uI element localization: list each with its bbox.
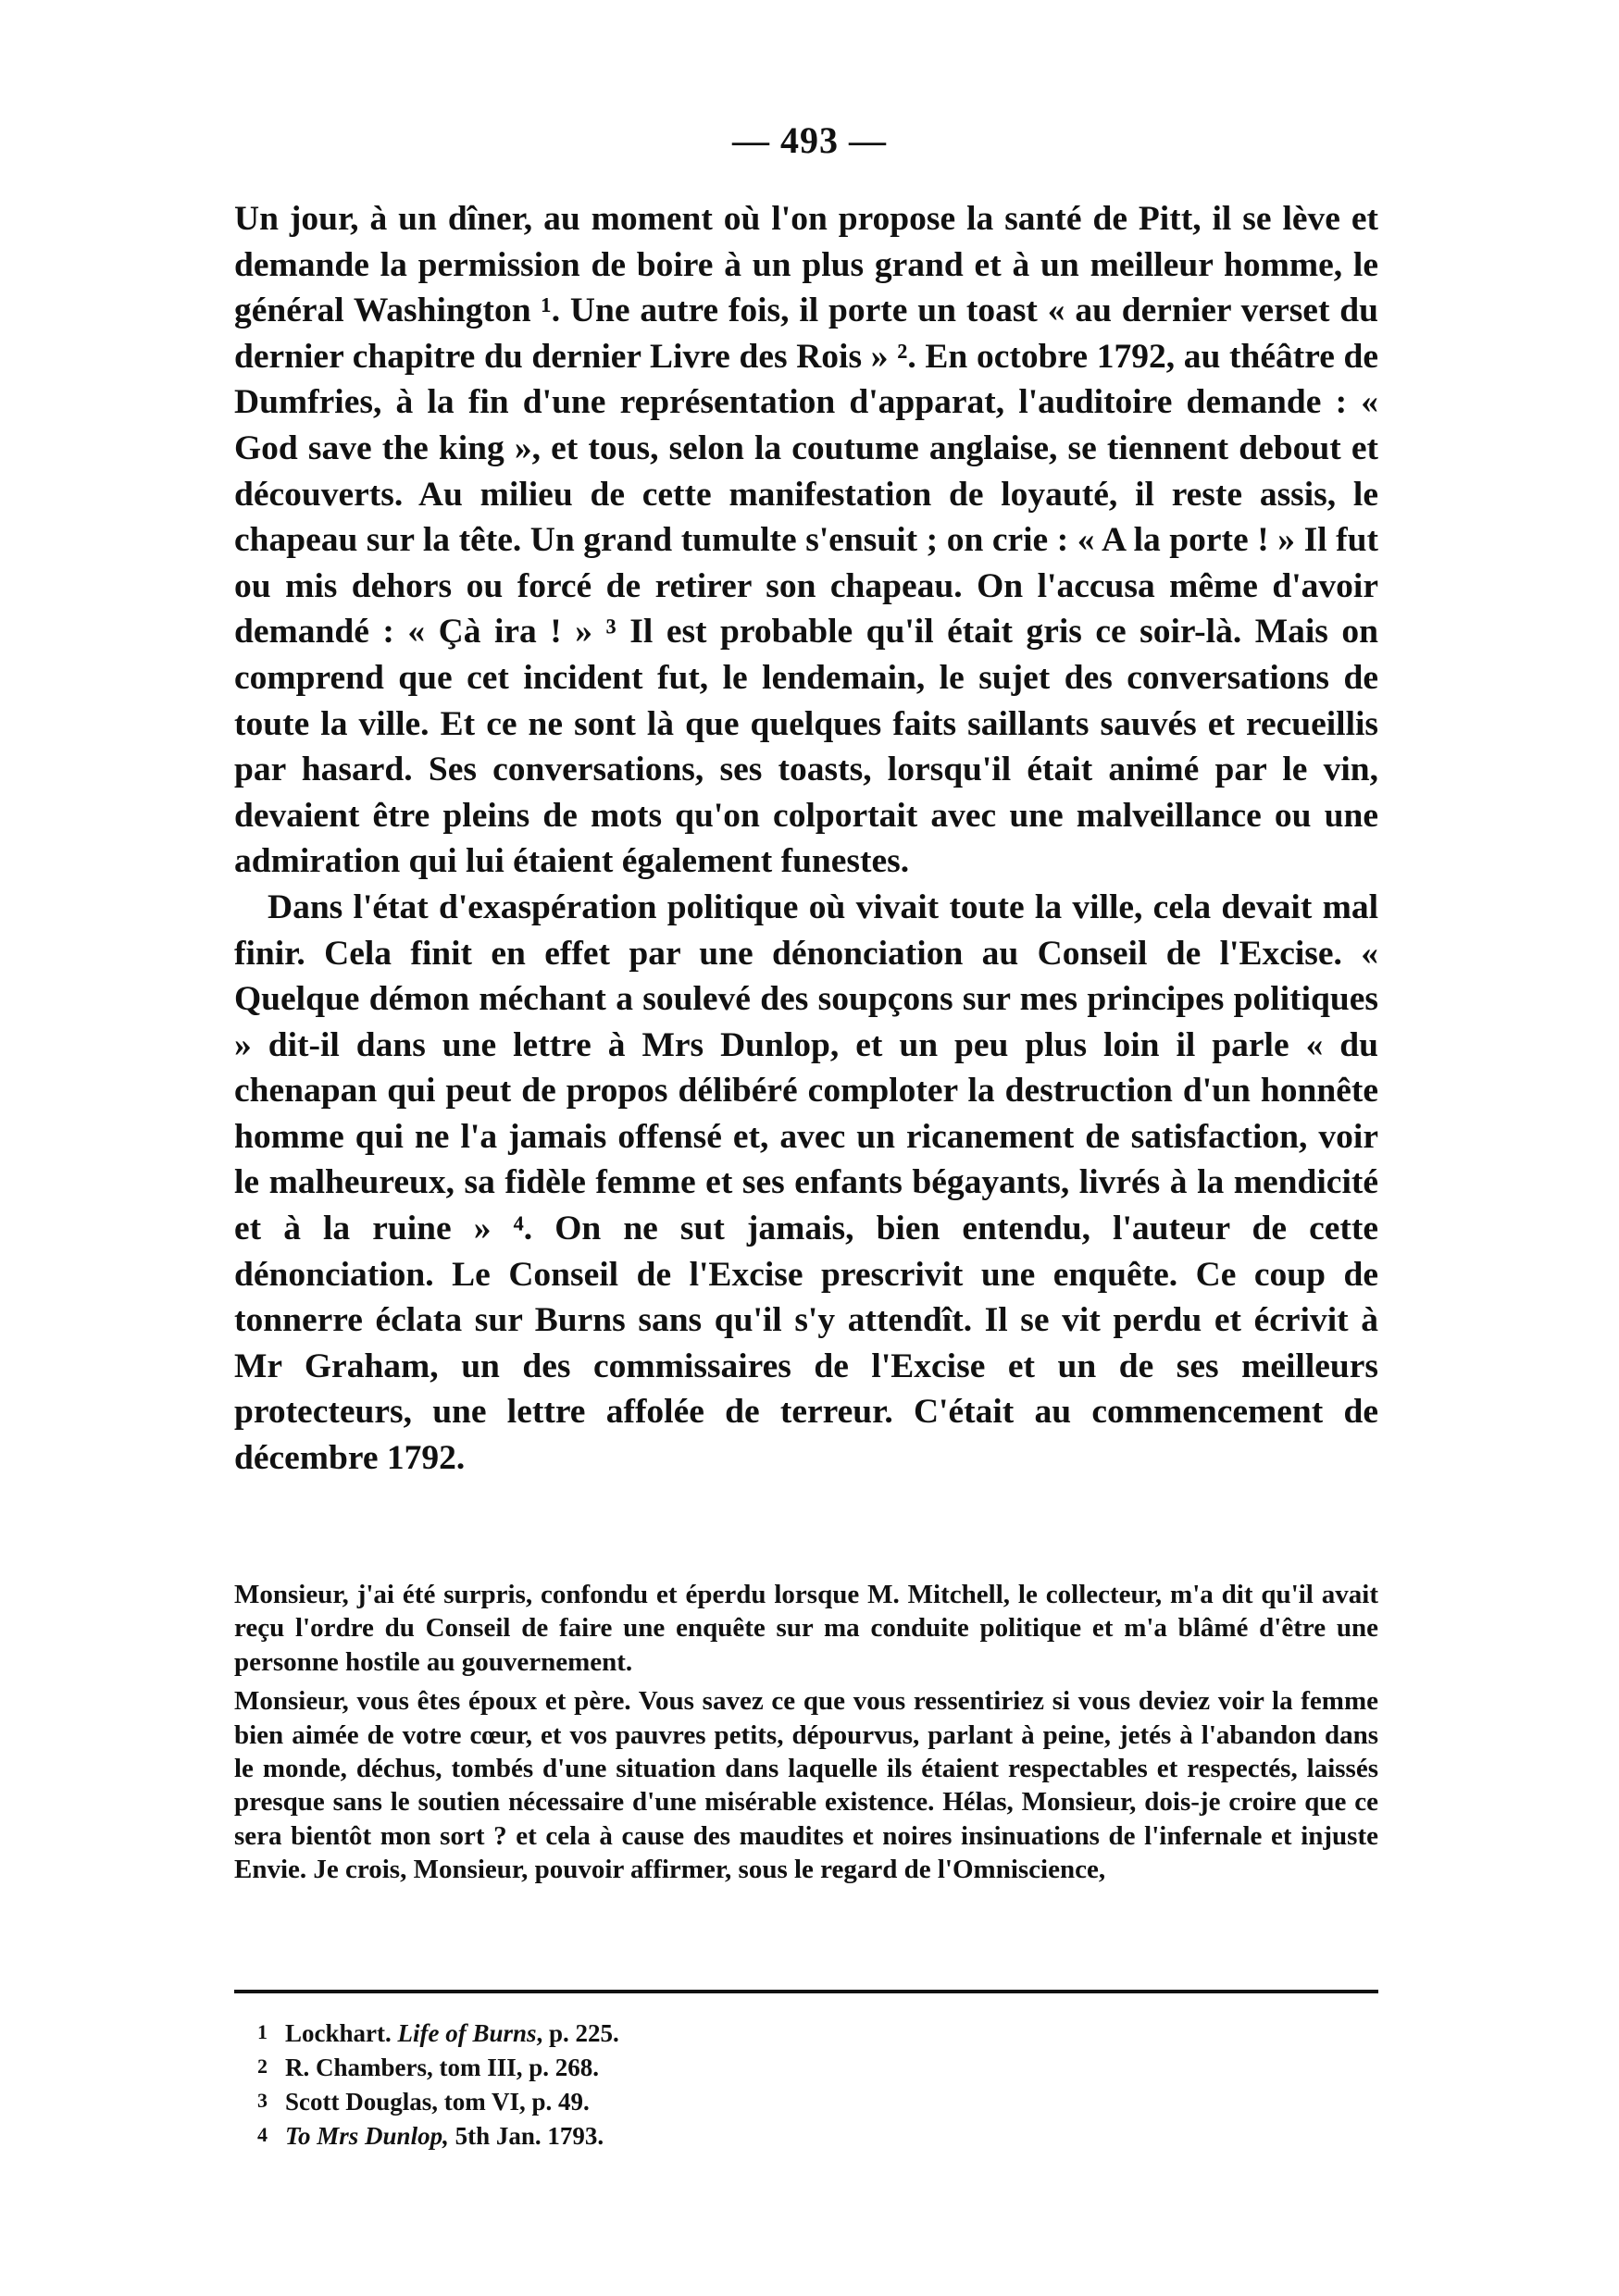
quoted-letter: [234, 1578, 1378, 1887]
footnote-3: [257, 2084, 1183, 2118]
footnote-number: 4: [257, 2123, 268, 2146]
footnote-title: To Mrs Dunlop,: [285, 2122, 449, 2150]
footnote-text: 5th Jan. 1793.: [448, 2122, 604, 2150]
footnote-number: 3: [257, 2089, 268, 2112]
footnote-4: [257, 2118, 1183, 2153]
footnote-title: Life of Burns: [397, 2019, 537, 2047]
footnote-number: 2: [257, 2054, 268, 2078]
main-text: [234, 196, 1378, 1482]
footnote-1: [257, 2016, 1183, 2050]
quote-paragraph-1: Monsieur, j'ai été surpris, confondu et éperdu lorsque M. Mitchell, le collecteur, m'a dit qu'il avait reçu l'ordre du Conseil de faire une enquête sur ma conduite politique et m'a blâmé d'être une personne hostile au gouvernement.: [234, 1580, 1378, 1677]
page-number: — 493 —: [732, 119, 887, 161]
footnote-separator: [234, 1990, 1378, 1993]
main-paragraph-2: Dans l'état d'exaspération politique où vivait toute la ville, cela devait mal finir. Cela finit en effet par une dénonciation au Conseil de l'Excise. « Quelque démon méchant a soulevé des soupçons sur mes principes politiques » dit-il dans une lettre à Mrs Dunlop, et un peu plus loin il parle « du chenapan qui peut de propos délibéré comploter la destruction d'un honnête homme qui ne l'a jamais offensé et, avec un ricanement de satisfaction, voir le malheureux, sa fidèle femme et ses enfants bégayants, livrés à la mendicité et à la ruine » ⁴. On ne sut jamais, bien entendu, l'auteur de cette dénonciation. Le Conseil de l'Excise prescrivit une enquête. Ce coup de tonnerre éclata sur Burns sans qu'il s'y attendît. Il se vit perdu et écrivit à Mr Graham, un des commissaires de l'Excise et un de ses meilleurs protecteurs, une lettre affolée de terreur. C'était au commencement de décembre 1792.: [234, 887, 1378, 1478]
footnote-text: R. Chambers, tom III, p. 268.: [285, 2054, 600, 2081]
quote-paragraph-2: Monsieur, vous êtes époux et père. Vous savez ce que vous ressentiriez si vous deviez voir la femme bien aimée de votre cœur, et vos pauvres petits, dépourvus, parlant à peine, jetés à l'abandon dans le monde, déchus, tombés d'une situation dans laquelle ils étaient respectables et respectés, laissés presque sans le soutien nécessaire d'une misérable existence. Hélas, Monsieur, dois-je croire que ce sera bientôt mon sort ? et cela à cause des maudites et noires insinuations de l'infernale et injuste Envie. Je crois, Monsieur, pouvoir affirmer, sous le regard de l'Omniscience,: [234, 1686, 1378, 1885]
footnote-text: , p. 225.: [536, 2019, 619, 2047]
footnote-number: 1: [257, 2020, 268, 2043]
footnote-text: Scott Douglas, tom VI, p. 49.: [285, 2088, 590, 2116]
footnotes: [257, 2016, 1183, 2153]
footnote-2: [257, 2050, 1183, 2084]
main-paragraph-1: Un jour, à un dîner, au moment où l'on propose la santé de Pitt, il se lève et demande la permission de boire à un plus grand et à un meilleur homme, le général Washington ¹. Une autre fois, il porte un toast « au dernier verset du dernier chapitre du dernier Livre des Rois » ². En octobre 1792, au théâtre de Dumfries, à la fin d'une représentation d'apparat, l'auditoire demande : « God save the king », et tous, selon la coutume anglaise, se tiennent debout et découverts. Au milieu de cette manifestation de loyauté, il reste assis, le chapeau sur la tête. Un grand tumulte s'ensuit ; on crie : « A la porte ! » Il fut ou mis dehors ou forcé de retirer son chapeau. On l'accusa même d'avoir demandé : « Çà ira ! » ³ Il est probable qu'il était gris ce soir-là. Mais on comprend que cet incident fut, le lendemain, le sujet des conversations de toute la ville. Et ce ne sont là que quelques faits saillants sauvés et recueillis par hasard. Ses conversations, ses toasts, lorsqu'il était animé par le vin, devaient être pleins de mots qu'on colportait avec une malveillance ou une admiration qui lui étaient également funestes.: [234, 200, 1378, 881]
footnote-text: Lockhart.: [285, 2019, 398, 2047]
